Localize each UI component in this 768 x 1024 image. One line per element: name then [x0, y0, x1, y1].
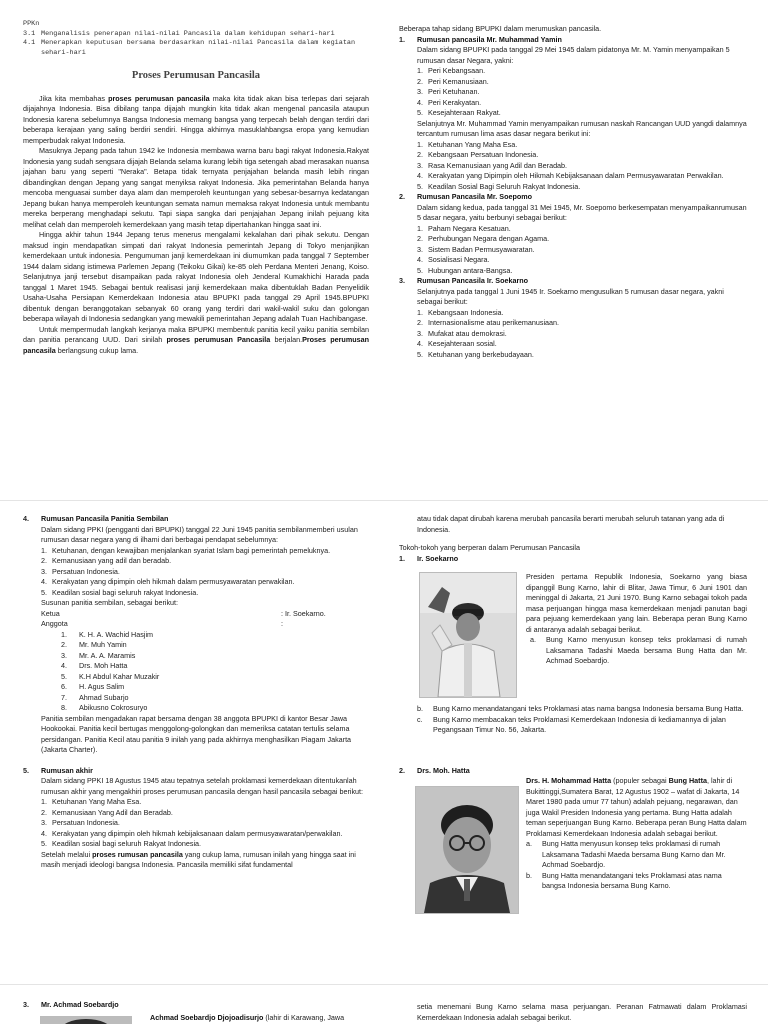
list-item: 5. Hubungan antara-Bangsa. [417, 265, 513, 275]
list-item: 3. Persatuan Indonesia. [41, 566, 120, 576]
list-item: 3. Mr. A. A. Maramis [61, 650, 136, 660]
list-item: 2. Perhubungan Negara dengan Agama. [417, 234, 550, 243]
hatta-desc: Drs. H. Mohammad Hatta (populer sebagai Bung Hatta, lahir di Bukittinggi,Sumatera Barat, 12 Agustus 1902 – wafat di Jakarta, 14 Maret 1980 pada umur 77 tahun) adalah pejuang, negarawan, dan juga Wakil Presiden Indonesia yang pertama. Bung Hatta adalah teman seperjuangan Bung Karno. Beberapa peran Bung Hatta dalam Proklamasi Kemerdekaan Indonesia adalah sebagai berikut. [526, 776, 747, 838]
section-yamin-body: Dalam sidang BPUPKI pada tanggal 29 Mei 1945 dalam pidatonya Mr. M. Yamin menyampaikan 5 rumusan dasar Negara, yakni: 1. Peri Kebangsaan. 2. Peri Kemanusiaan. 3. Peri Ketuhanan. 4. Peri Kerakyatan. 5. Kesejahteraan Rakyat. Selanjutnya Mr. Muhammad Yamin menyampaikan rumusan naskah Rancangan UUD yangdi dalamnya tercantum rumusan lima asas dasar negara berikut ini: 1. Ketuhanan Yang Maha Esa. 2. Kebangsaan Persatuan Indonesia. 3. Rasa Kemanusiaan yang Adil dan Beradab. 4. Kerakyatan yang Dipimpin oleh Hikmah Kebijaksanaan dalam Permusyawaratan Perwakilan. 5. Keadilan Sosial Bagi Seluruh Rakyat Indonesia. [399, 45, 749, 192]
list-item: 6. H. Agus Salim [61, 682, 125, 691]
soekarno-photo [419, 572, 517, 698]
paragraph-2: Masuknya Jepang pada tahun 1942 ke Indonesia membawa warna baru bagi rakyat Indonesia.Rakyat Indonesia yang sudah sengsara dijajah Belanda selama kurang lebih tiga setengah abad merasakan nuansa jajahan baru yang seperti "Neraka". Betapa tidak ternyata penjajahan belanda masih lebih ringan dibandingkan dengan Jepang yang sangat menyiksa rakyat Indonesia. Jika pemerintahan Belanda hanya mencoba menguasai sumber daya alam dan memperoleh keuntungan yang sebesar-besarnya kedatangan Jepang bukan hanya memperoleh keuntungan semata namun memaksa rakyat Indonesia untuk membantu mereka berperang menghadapi sekutu. Tapi siapa sangka dari penjajahan Jepang inilah pejuang kita melihat celah dan memperoleh kemerdekaan yang masih tetap dipertahankan hingga saat ini. [23, 146, 369, 229]
soekarno-text [526, 572, 747, 667]
page3-left-column [23, 1000, 369, 1011]
list-item: 1. Peri Kebangsaan. [417, 66, 486, 75]
hatta-photo [415, 786, 519, 914]
list-item: 3. Rasa Kemanusiaan yang Adil dan Beradab. [417, 160, 568, 170]
tokoh-soebardjo-heading: 3. Mr. Achmad Soebardjo [23, 1000, 119, 1009]
list-item: 7. Ahmad Subarjo [61, 692, 129, 702]
list-item: 4. Kerakyatan yang dipimpin oleh hikmah dalam permusyawaratan perwakilan. [41, 577, 295, 586]
list-item: 5. Ketuhanan yang berkebudayaan. [417, 349, 534, 359]
hatta-portrait-icon [416, 787, 518, 913]
list-item: 3. Persatuan Indonesia. [41, 818, 120, 827]
list-item: 1. Paham Negara Kesatuan. [417, 223, 511, 233]
yamin-list-1 [417, 66, 749, 119]
list-item: 4. Drs. Moh Hatta [61, 661, 128, 670]
akhir-closing: Setelah melalui proses rumusan pancasila yang cukup lama, rumusan inilah yang hingga saat ini masih menjadi ideologi bangsa Indonesia. Pancasila memiliki sifat fundamental [41, 849, 356, 869]
tokoh-hatta-heading: 2. Drs. Moh. Hatta [399, 766, 470, 775]
tokoh-soekarno-heading: 1. Ir. Soekarno [399, 553, 459, 563]
paragraph-4: Untuk mempermudah langkah kerjanya maka BPUPKI membentuk panitia kecil yaiku panitia sembilan dan panitia perancang UUD. Dari sinilah proses perumusan Pancasila berjalan.Proses perumusan pancasila berlangsung cukup lama. [23, 324, 369, 355]
competency-4-1: 4.1 Menerapkan keputusan bersama berdasarkan nilai-nilai Pancasila dalam kegiatan sehari-hari [23, 39, 356, 57]
soekarno-roles-cont [417, 704, 747, 736]
soebardjo-desc: Achmad Soebardjo Djojoadisurjo (lahir di Karawang, Jawa [150, 1013, 345, 1022]
soepomo-list [417, 224, 749, 277]
list-item: 1. K. H. A. Wachid Hasjim [61, 629, 154, 639]
hatta-text [526, 776, 747, 892]
page2-right-column [399, 514, 747, 564]
hatta-role-b: b. Bung Hatta menandatangani teks Proklamasi atas nama bangsa Indonesia bersama Bung Karno. [526, 870, 722, 890]
page1-right-column [399, 24, 749, 360]
list-item: 5. K.H Abdul Kahar Muzakir [61, 671, 160, 681]
list-item: 2. Kemanusiaan yang adil dan beradab. [41, 556, 172, 565]
soekarno-portrait-icon [420, 573, 516, 697]
list-item: 8. Abikusno Cokrosuryo [61, 703, 148, 712]
section-soekarno-body: Selanjutnya pada tanggal 1 Juni 1945 Ir. Soekarno mengusulkan 5 rumusan dasar negara, yakni sebagai berikut: 1. Kebangsaan Indonesia. 2. Internasionalisme atau perikemanusiaan. 3. Mufakat atau demokrasi. 4. Kesejahteraan sosial. 5. Ketuhanan yang berkebudayaan. [399, 287, 749, 361]
page-divider [0, 500, 768, 501]
soekarno-list [417, 308, 749, 361]
list-item: 3. Mufakat atau demokrasi. [417, 328, 507, 338]
members-list [41, 630, 369, 714]
section-soepomo-heading: 2. Rumusan Pancasila Mr. Soepomo [399, 192, 533, 201]
soebardjo-portrait-icon [41, 1017, 131, 1024]
section-yamin-heading: 1. Rumusan pancasila Mr. Muhammad Yamin [399, 34, 562, 44]
soekarno-role-c: c. Bung Karno membacakan teks Proklamasi Kemerdekaan Indonesia di kediamannya di jalan Pegangsaan Timur No. 56, Jakarta. [417, 714, 726, 734]
document-page-1 [0, 0, 768, 500]
list-item: 5. Keadilan Sosial Bagi Seluruh Rakyat Indonesia. [417, 181, 581, 191]
list-item: 5. Keadilan sosial bagi seluruh rakyat Indonesia. [41, 587, 199, 597]
list-item: 1. Ketuhanan, dengan kewajiban menjalankan syariat Islam bagi pemerintah pemeluknya. [41, 545, 331, 555]
list-item: 5. Keadilan sosial bagi seluruh Rakyat Indonesia. [41, 839, 202, 848]
list-item: 1. Kebangsaan Indonesia. [417, 307, 504, 317]
section-soepomo-body: Dalam sidang kedua, pada tanggal 31 Mei 1945, Mr. Soepomo berkesempatan menyampaikanrumusan 5 dasar negara, yaitu berbunyi sebagai berikut: 1. Paham Negara Kesatuan. 2. Perhubungan Negara dengan Agama. 3. Sistem Badan Permusyawaratan. 4. Sosialisasi Negara. 5. Hubungan antara-Bangsa. [399, 203, 749, 277]
section-akhir-heading: 5. Rumusan akhir [23, 765, 93, 775]
list-item: 5. Kesejahteraan Rakyat. [417, 108, 501, 117]
hatta-role-a: a. Bung Hatta menyusun konsep teks proklamasi di rumah Laksamana Tadashi Maeda bersama Bung Karno dan Mr. Achmad Soebardjo. [526, 839, 726, 869]
page-header [23, 20, 369, 58]
subject-label: PPKn [23, 20, 40, 28]
list-item: 2. Kebangsaan Persatuan Indonesia. [417, 150, 539, 159]
akhir-list [41, 797, 369, 850]
section-akhir-body: Dalam sidang PPKI 18 Agustus 1945 atau tepatnya setelah proklamasi kemerdekaan ditentukanlah rumusan akhir yang mengakhiri proses perumusan pancasila dengan hasil pancasila sebagai berikut: 1. Ketuhanan Yang Maha Esa. 2. Kemanusiaan Yang Adil dan Beradab. 3. Persatuan Indonesia. 4. Kerakyatan yang dipimpin oleh hikmah kebijaksanaan dalam permusyawaratan/perwakilan. 5. Keadilan sosial bagi seluruh Rakyat Indonesia. Setelah melalui proses rumusan pancasila yang cukup lama, rumusan inilah yang hingga saat ini masih menjadi ideologi bangsa Indonesia. Pancasila memiliki sifat fundamental [23, 776, 369, 871]
list-item: 3. Peri Ketuhanan. [417, 87, 480, 96]
list-item: 2. Internasionalisme atau perikemanusiaan. [417, 318, 560, 327]
list-item: 4. Kesejahteraan sosial. [417, 339, 497, 348]
tokoh-heading: Tokoh-tokoh yang berperan dalam Perumusan Pancasila [399, 543, 580, 552]
paragraph-3: Hingga akhir tahun 1944 Jepang terus menerus mengalami kekalahan dari pihak sekutu. Dengan maksud ingin mendapatkan simpati dari rakyat Indonesia pemerintah Jepang di Tokyo menjanjikan kemerdekaan untuk indonesia. Pengumuman janji kemerdekaan ini diumumkan pada tanggal 7 September 1944 dalam sidang istimewa Parlemen Jepang (Teikoku Gikai) ke-85 oleh Perdana Menteri Jenang, Koiso. Selanjutnya janji tersebut disampaikan pada rakyat Indonesia oleh Jenderal Kumakhichi Harada pada tanggal 1 Maret 1945. Sebagai bentuk realisasi janji kemerdekaan maka dibentuklah Badan Penyelidik Usaha-Usaha Persiapan Kemerdekaan Indonesia atau BPUPKI pada tanggal 29 April 1945.BPUPKI dibentuk dengan beranggotakan sebanyak 60 orang yang terdiri dari wakil-wakil suku dan golongan beberapa wilayah di Indonesia sedangkan yang mewakili pemerintahan Jepang adalah Tuan Hachibangase. [23, 230, 369, 323]
right-continuation: atau tidak dapat dirubah karena merubah pancasila berarti merubah seluruh tatanan yang ada di Indonesia. [417, 514, 725, 534]
list-item: 1. Ketuhanan Yang Maha Esa. [41, 797, 142, 806]
list-item: 2. Kemanusiaan Yang Adil dan Beradab. [41, 807, 173, 817]
right-intro: Beberapa tahap sidang BPUPKI dalam merumuskan pancasila. [399, 24, 602, 33]
sembilan-list [41, 546, 369, 599]
ketua-row: Ketua : Ir. Soekarno. [41, 608, 326, 618]
competency-3-1: 3.1 Menganalisis penerapan nilai-nilai Pancasila dalam kehidupan sehari-hari [23, 29, 335, 38]
page-divider [0, 984, 768, 985]
page2-left-column [23, 514, 369, 871]
list-item: 4. Peri Kerakyatan. [417, 97, 482, 107]
document-page-2 [0, 502, 768, 984]
document-page-3 [0, 986, 768, 1024]
paragraph-1: Jika kita membahas proses perumusan pancasila maka kita tidak akan bisa terlepas dari sejarah dijajahnya Indonesia. Bisa dibilang tanpa dijajah mungkin kita tidak akan mengenal pancasila ataupun Indonesia karena sebelumnya Bangsa Indonesia memang bangsa yang terpecah belah dengan terdiri dari beberapa kerajaan yang saling berdiri sendiri. Hingga akhirnya masuklahbangsa eropa yang kemudian memperbudak rakyat Indonesia. [23, 93, 369, 145]
page-title: Proses Perumusan Pancasila [131, 70, 261, 81]
list-item: 4. Kerakyatan yang dipimpin oleh hikmah kebijaksanaan dalam permusyawaratan/perwakilan. [41, 828, 343, 838]
list-item: 2. Mr. Muh Yamin [61, 640, 127, 649]
page3-right-column: setia menemani Bung Karno selama masa perjuangan. Peranan Fatmawati dalam Proklamasi Kemerdekaan Indonesia adalah sebagai berikut. [417, 1002, 747, 1022]
yamin-list-2 [417, 140, 749, 193]
list-item: 1. Ketuhanan Yang Maha Esa. [417, 139, 518, 149]
list-item: 4. Sosialisasi Negara. [417, 255, 490, 264]
list-item: 3. Sistem Badan Permusyawaratan. [417, 244, 535, 254]
soekarno-role-b: b. Bung Karno menandatangani teks Proklamasi atas nama bangsa Indonesia bersama Bung Hatta. [417, 704, 744, 713]
section-sembilan-heading: 4. Rumusan Pancasila Panitia Sembilan [23, 514, 169, 523]
page1-left-column [23, 20, 369, 356]
list-item: 2. Peri Kemanusiaan. [417, 76, 489, 86]
tokoh-hatta-heading-wrap [399, 766, 747, 777]
soebardjo-photo [40, 1016, 132, 1024]
anggota-row: Anggota : [41, 619, 283, 628]
list-item: 4. Kerakyatan yang Dipimpin oleh Hikmah Kebijaksanaan dalam Permusyawaratan Perwakilan. [417, 171, 724, 180]
soekarno-desc: Presiden pertama Republik Indonesia, Soekarno yang biasa dipanggil Bung Karno, lahir di Blitar, Jawa Timur, 6 Juni 1901 dan meninggal di Jakarta, 21 Juni 1970. Bung Karno sebagai tokoh pada masa perjuangan hingga masa kemerdekaan menjadi panutan bagi para pejuang kemerdekaan yang lain. Beberapa peran Bung Karno di antaranya adalah sebagai berikut. [526, 572, 747, 634]
section-sembilan-body: Dalam sidang PPKI (pengganti dari BPUPKI) tanggal 22 Juni 1945 panitia sembilanmemberi usulan rumusan dasar negara yang di ilhami dari berbagai pendapat sebelumnya: 1. Ketuhanan, dengan kewajiban menjalankan syariat Islam bagi pemerintah pemeluknya. 2. Kemanusiaan yang adil dan beradab. 3. Persatuan Indonesia. 4. Kerakyatan yang dipimpin oleh hikmah dalam permusyawaratan perwakilan. 5. Keadilan sosial bagi seluruh rakyat Indonesia. Susunan panitia sembilan, sebagai berikut: Ketua : Ir. Soekarno. Anggota : 1. K. H. A. Wachid Hasjim 2. Mr. Muh Yamin 3. Mr. A. A. Maramis 4. Drs. Moh Hatta 5. K.H Abdul Kahar Muzakir 6. H. Agus Salim 7. Ahmad Subarjo 8. Abikusno Cokrosuryo Panitia sembilan mengadakan rapat bersama dengan 38 anggota BPUPKI di kantor Besar Jawa Hookookai. Panitia kecil bertugas menggolong-golongkan dan memeriksa catatan tertulis selama persidangan. Panitia Kecil atau panitia 9 inilah yang pada akhirnya menghasilkan Piagam Jakarta (Jakarta Charter). [23, 525, 369, 756]
soekarno-role-a: a. Bung Karno menyusun konsep teks proklamasi di rumah Laksamana Tadashi Maeda bersama Bung Hatta dan Mr. Achmad Soebardjo. [530, 635, 747, 665]
section-soekarno-heading: 3. Rumusan Pancasila Ir. Soekarno [399, 276, 529, 285]
